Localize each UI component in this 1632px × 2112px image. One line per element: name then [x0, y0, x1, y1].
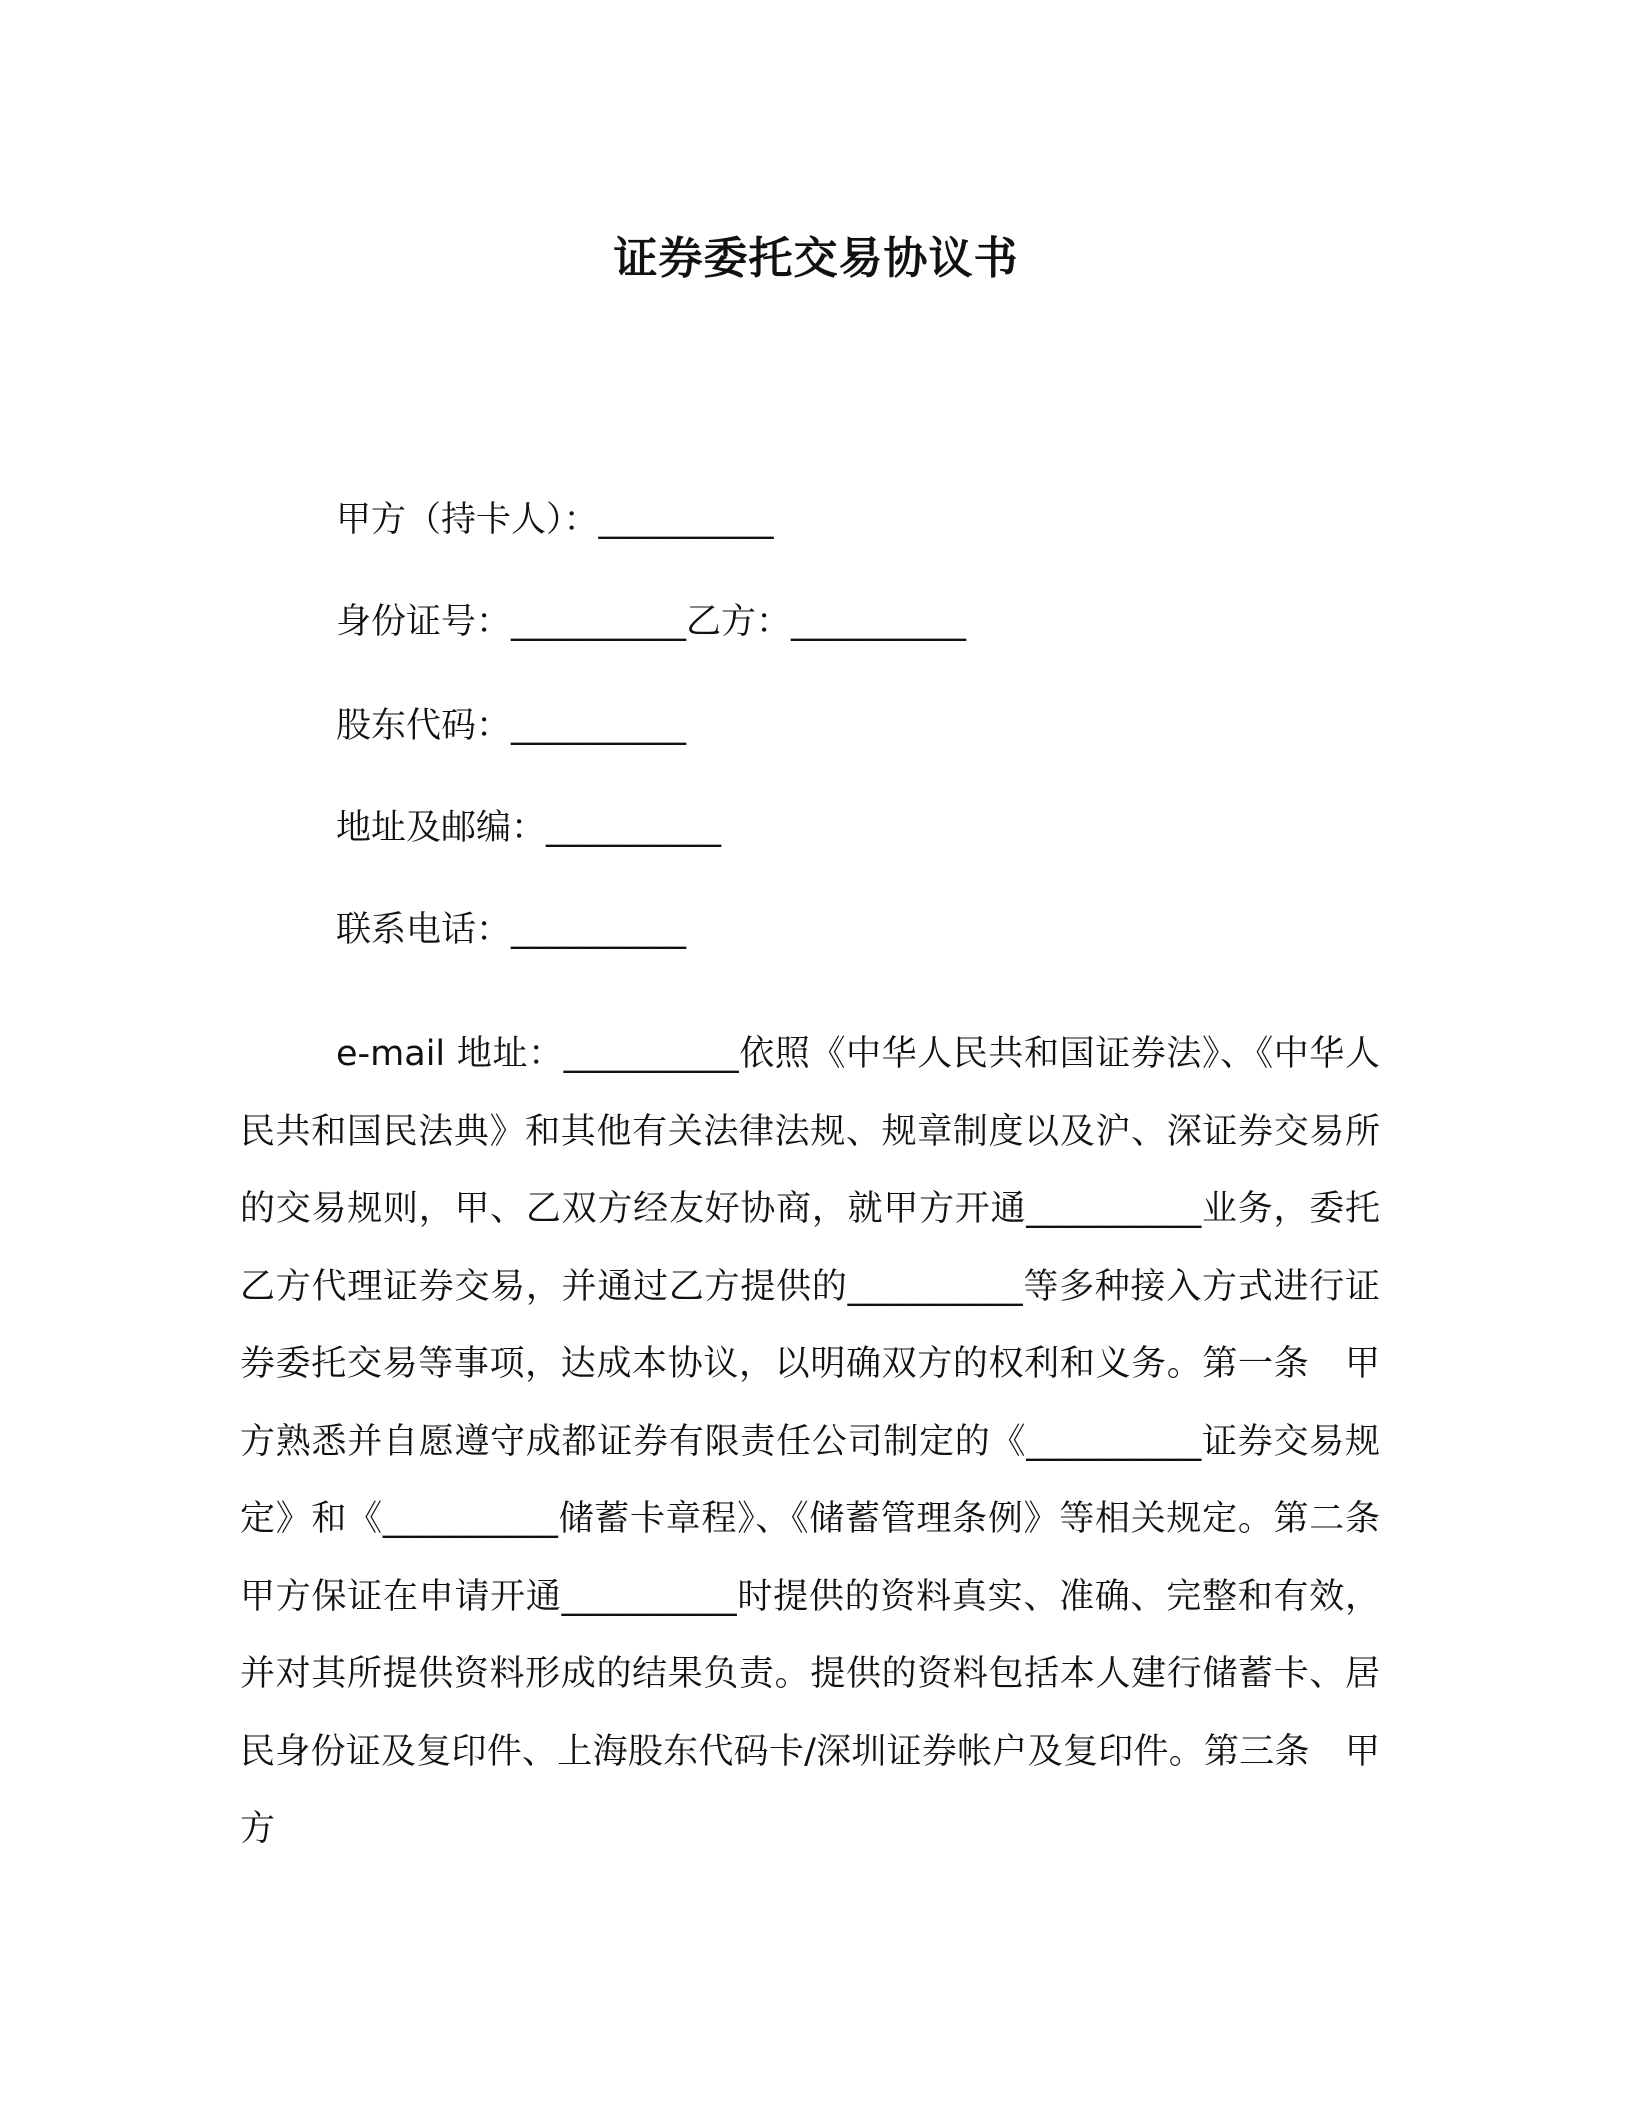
address-postcode-field: 地址及邮编：__________ [336, 808, 722, 848]
party-a-field: 甲方（持卡人）：__________ [336, 500, 774, 540]
id-and-party-b-field: 身份证号：__________乙方：__________ [336, 602, 967, 642]
agreement-body-paragraph: e-mail 地址：__________依照《中华人民共和国证券法》、《中华人民共和国民法典》和其他有关法律法规、规章制度以及沪、深证券交易所的交易规则，甲、乙双方经友好协商，就甲方开通__________业务，委托乙方代理证券交易，并通过乙方提供的__________等多种接入方式进行证券委托交易等事项，达成本协议，以明确双方的权利和义务。第一条 甲方熟悉并自愿遵守成都证券有限责任公司制定的《__________证券交易规定》和《__________储蓄卡章程》、《储蓄管理条例》等相关规定。第二条 甲方保证在申请开通__________时提供的资料真实、准确、完整和有效，并对其所提供资料形成的结果负责。提供的资料包括本人建行储蓄卡、居民身份证及复印件、上海股东代码卡/深圳证券帐户及复印件。第三条 甲方 [240, 1034, 1416, 1849]
phone-field: 联系电话：__________ [336, 910, 687, 950]
shareholder-code-field: 股东代码：__________ [336, 706, 687, 746]
document-title: 证券委托交易协议书 [613, 233, 1019, 284]
